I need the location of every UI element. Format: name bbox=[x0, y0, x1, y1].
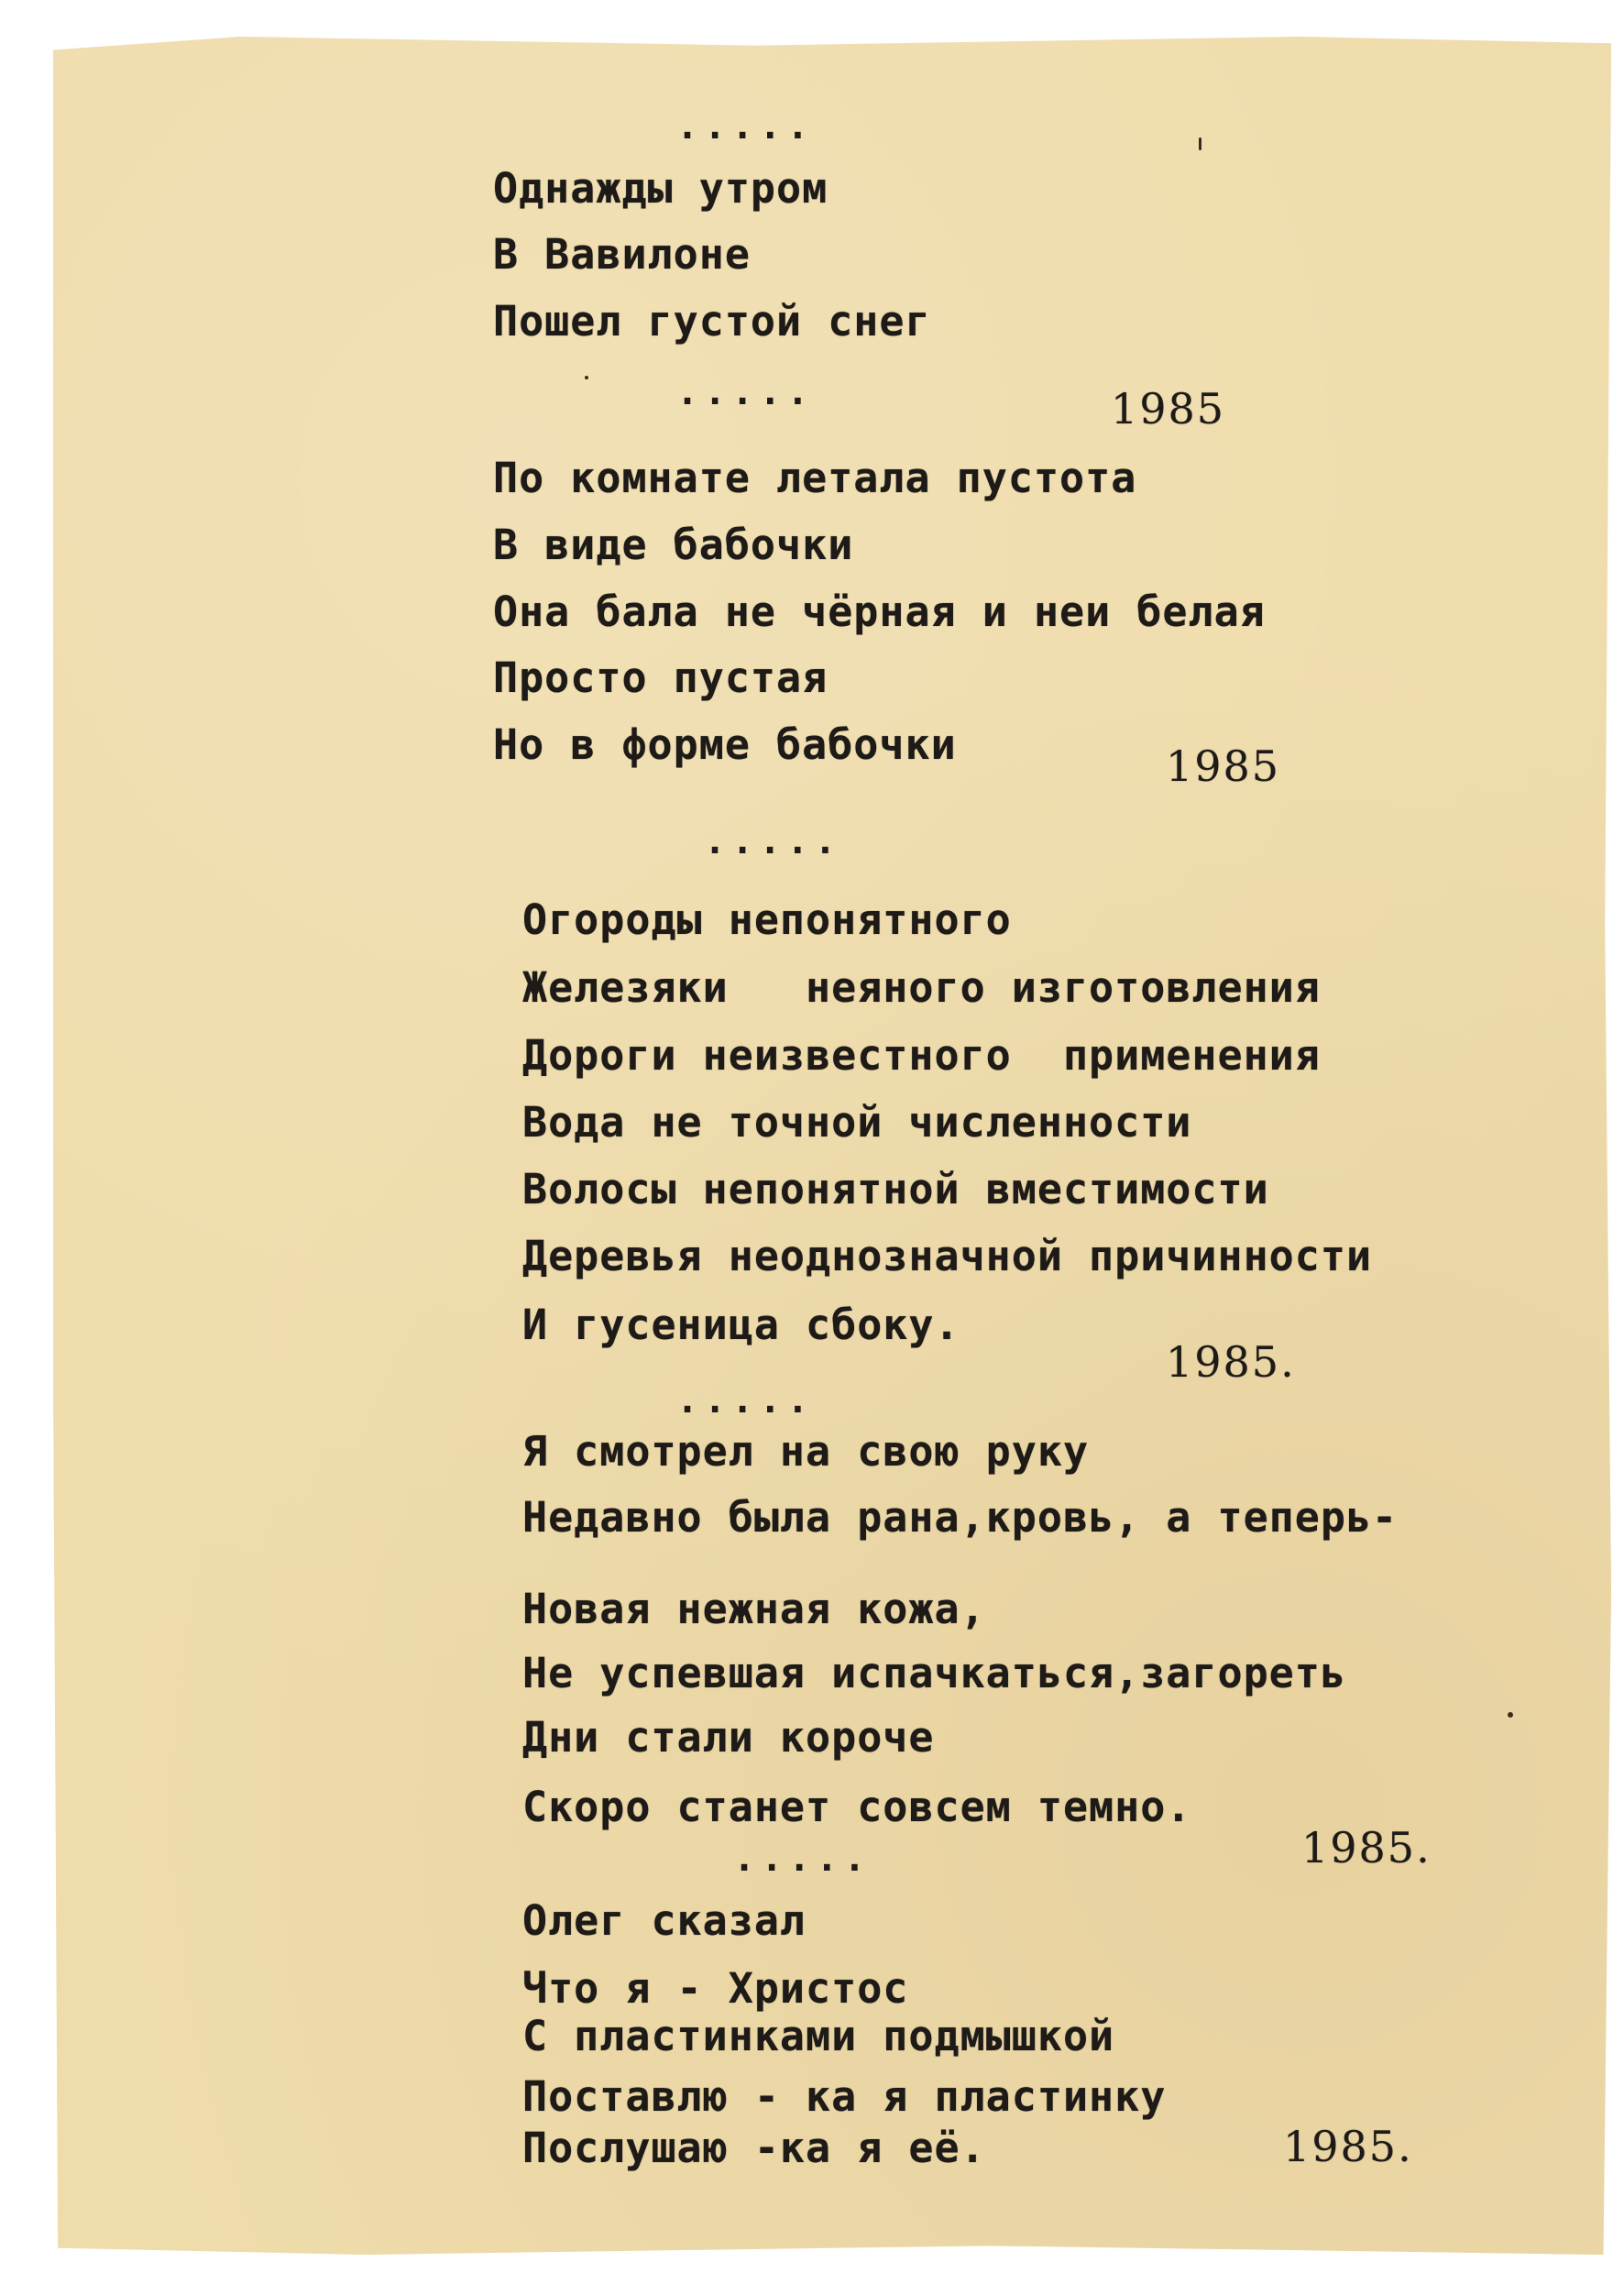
poem-line: В виде бабочки bbox=[493, 521, 854, 569]
poem-line: Но в форме бабочки bbox=[493, 720, 957, 769]
section-separator: ..... bbox=[704, 820, 842, 862]
section-separator: ..... bbox=[676, 1379, 815, 1422]
poem-line: Просто пустая bbox=[493, 653, 828, 702]
poem-line: Огороды непонятного bbox=[522, 895, 1012, 944]
poem-line: Деревья неоднозначной причинности bbox=[522, 1232, 1373, 1280]
poem-line: Дни стали короче bbox=[522, 1713, 935, 1762]
section-separator: ..... bbox=[676, 371, 815, 413]
paper-speck bbox=[1508, 1712, 1513, 1718]
poem-year: 1985. bbox=[1283, 2122, 1413, 2171]
poem-line: Железяки неяного изготовления bbox=[522, 963, 1321, 1012]
poem-line: Волосы непонятной вместимости bbox=[522, 1165, 1269, 1213]
poem-year: 1985. bbox=[1301, 1823, 1432, 1872]
poem-line: Новая нежная кожа, bbox=[522, 1585, 986, 1633]
poem-line: И гусеница сбоку. bbox=[522, 1301, 960, 1349]
poem-line: По комнате летала пустота bbox=[493, 454, 1137, 502]
poem-line: Не успевшая испачкаться,загореть bbox=[522, 1649, 1346, 1697]
poem-line: Дороги неизвестного применения bbox=[522, 1031, 1321, 1080]
poem-line: Скоро станет совсем темно. bbox=[522, 1783, 1192, 1831]
poem-line: Послушаю -ка я её. bbox=[522, 2124, 986, 2172]
paper-speck bbox=[1199, 137, 1202, 150]
poem-line: Пошел густой снег bbox=[493, 297, 931, 346]
poem-year: 1985 bbox=[1166, 741, 1281, 791]
section-separator: ..... bbox=[733, 1838, 872, 1880]
poem-line: Однажды утром bbox=[493, 164, 828, 213]
poem-year: 1985 bbox=[1111, 384, 1226, 434]
poem-line: В Вавилоне bbox=[493, 230, 751, 279]
poem-line: Поставлю - ка я пластинку bbox=[522, 2072, 1167, 2121]
section-separator: ..... bbox=[676, 105, 815, 148]
poem-line: Она бала не чёрная и неи белая bbox=[493, 587, 1266, 636]
poem-line: Я смотрел на свою руку bbox=[522, 1427, 1090, 1476]
poem-line: Что я - Христос bbox=[522, 1964, 909, 2013]
poem-line: С пластинками подмышкой bbox=[522, 2012, 1115, 2060]
poem-line: Олег сказал bbox=[522, 1896, 807, 1945]
poem-line: Вода не точной численности bbox=[522, 1098, 1192, 1147]
paper-speck bbox=[585, 376, 588, 379]
poem-line: Недавно была рана,кровь, а теперь- bbox=[522, 1493, 1399, 1542]
poem-year: 1985. bbox=[1166, 1337, 1296, 1387]
